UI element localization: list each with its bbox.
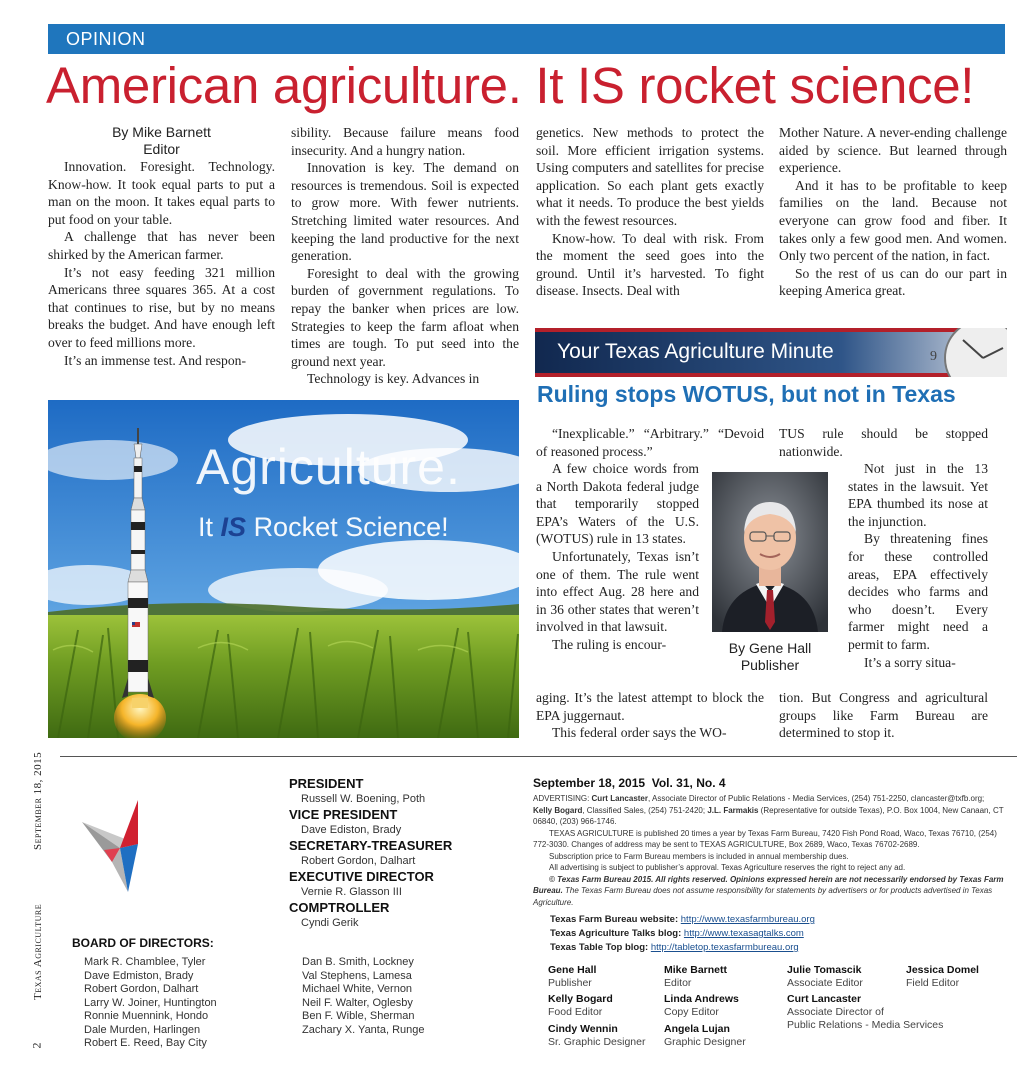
vertical-date: September 18, 2015 [32, 751, 44, 850]
article-column-2 [291, 124, 519, 388]
paragraph: Not just in the 13 states in the lawsuit. Yet EPA thumbed its nose at the injunction. [848, 461, 988, 529]
officers-list: PRESIDENT Russell W. Boening, Poth VICE PRESIDENT Dave Ediston, Brady SECRETARY-TREASURER Robert Gordon, Dalhart EXECUTIVE DIRECTOR Vernie R. Glasson III COMPTROLLER Cyndi Gerik [289, 776, 453, 929]
gene-hall-photo [712, 472, 828, 632]
paragraph: aging. It’s the latest attempt to block the EPA juggernaut. [536, 690, 764, 723]
image-title: Agriculture. [196, 439, 461, 495]
image-subtitle: It IS Rocket Science! [198, 512, 449, 542]
blog-link[interactable]: http://www.texasagtalks.com [683, 928, 804, 939]
paragraph: This federal order says the WO- [552, 725, 727, 741]
section-label: OPINION [66, 29, 146, 49]
tabletop-link-row: Texas Table Top blog: http://tabletop.texasfarmbureau.org [550, 942, 799, 953]
blog-link-row: Texas Agriculture Talks blog: http://www.texasagtalks.com [550, 928, 804, 939]
paragraph: The ruling is encour- [552, 636, 667, 652]
byline [48, 124, 275, 158]
ruling-column-a-top [536, 425, 764, 460]
copyright-note: © Texas Farm Bureau 2015. All rights reserved. Opinions expressed herein are not necessarily endorsed by Texas Farm Bureau. The Texas Farm Bureau does not assume responsibility for statements by advertisers or for products advertised in Texas Agriculture. [533, 874, 1004, 907]
staff-linda-andrews: Linda Andrews Copy Editor [664, 993, 739, 1018]
staff-angela-lujan: Angela Lujan Graphic Designer [664, 1023, 746, 1048]
paragraph: By threatening fines for these controlled areas, EPA effectively decides who farms and who doesn’t. Every farmer might need a permit to farm. [848, 531, 988, 652]
subscription-note: Subscription price to Farm Bureau members is included in annual membership dues. [549, 851, 849, 861]
web-links [550, 913, 990, 955]
website-link-row: Texas Farm Bureau website: http://www.texasfarmbureau.org [550, 914, 815, 925]
footer-divider [60, 756, 1017, 757]
issue-line: September 18, 2015 Vol. 31, No. 4 [533, 776, 726, 790]
article-column-1 [48, 124, 275, 369]
section-bar [48, 24, 1005, 54]
ruling-headline: Ruling stops WOTUS, but not in Texas [537, 381, 956, 407]
article-column-3 [536, 124, 764, 300]
ruling-column-b-narrow [848, 460, 988, 671]
ruling-column-a-bottom [536, 689, 764, 742]
ruling-column-b-bottom [779, 689, 988, 742]
staff-mike-barnett: Mike Barnett Editor [664, 964, 728, 989]
staff-julie-tomascik: Julie Tomascik Associate Editor [787, 964, 863, 989]
staff-jessica-domel: Jessica Domel Field Editor [906, 964, 979, 989]
staff-cindy-wennin: Cindy Wennin Sr. Graphic Designer [548, 1023, 646, 1048]
paragraph: “Inexplicable.” “Arbitrary.” “Devoid of reasoned process.” [536, 426, 764, 459]
publisher-note: TEXAS AGRICULTURE is published 20 times a year by Texas Farm Bureau, 7420 Fish Pond Road, Waco, Texas 76710, (254) 772-3030. Changes of address may be sent to TEXAS AGRICULTURE, Box 2689, Waco, Texas 76702-2689. [533, 828, 997, 849]
photo-caption: By Gene Hall Publisher [728, 640, 812, 673]
paragraph: sibility. Because failure means food insecurity. And a hungry nation. [291, 125, 519, 158]
staff-curt-lancaster: Curt Lancaster Associate Director of Public Relations - Media Services [787, 993, 944, 1031]
website-link[interactable]: http://www.texasfarmbureau.org [680, 914, 815, 925]
banner-title: Your Texas Agriculture Minute [557, 340, 834, 363]
paragraph: Know-how. To deal with risk. From the moment the seed goes into the ground. Until it’s harvested. To fight disease. Insects. Deal with [536, 230, 764, 299]
paragraph: Innovation is key. The demand on resources is tremendous. Soil is expected to grow more. With fewer nutrients. Stretching limited water resources. And keeping the land productive for the next generation. [291, 160, 519, 264]
paragraph: genetics. New methods to protect the soil. More efficient irrigation systems. Using computers and satellites for precise application. So each plant gets exactly what it needs. To produce the best yields with the fewest resources. [536, 125, 764, 228]
byline-title: Editor [143, 141, 180, 157]
paragraph: So the rest of us can do our part in keeping America great. [779, 265, 1007, 299]
publication-info [533, 793, 1005, 908]
page-number: 2 [29, 1042, 44, 1049]
paragraph: It’s not easy feeding 321 million Americans three squares 365. At a cost that continues to rise, but by no means breaks the budget. And have enough left over to feed millions more. [48, 264, 275, 350]
tabletop-link[interactable]: http://tabletop.texasfarmbureau.org [650, 942, 799, 953]
paragraph: TUS rule should be stopped nationwide. [779, 426, 988, 459]
advertising-contacts: ADVERTISING: Curt Lancaster, Associate Director of Public Relations - Media Services, (254) 751-2250, clancaster@txfb.org; Kelly Bogard, Classified Sales, (254) 751-2420; J.L. Farmakis (Representative for outside Texas), P.O. Box 1004, New Canaan, CT 06840, (203) 966-1746. [533, 794, 1004, 826]
main-headline: American agriculture. It IS rocket science! [46, 57, 975, 114]
vertical-publication: Texas Agriculture [32, 903, 44, 1000]
rocket-cornfield-illustration [48, 400, 519, 738]
paragraph: Mother Nature. A never-ending challenge aided by science. But learned through experience. [779, 125, 1007, 176]
paragraph: And it has to be profitable to keep families on the land. Because not everyone can grow food and fiber. It takes only a few good men. And women. Only two percent of the nation, in fact. [779, 177, 1007, 264]
board-list-right: Dan B. Smith, Lockney Val Stephens, Lamesa Michael White, Vernon Neil F. Walter, Oglesby Ben F. Wible, Sherman Zachary X. Yanta, Runge [302, 956, 425, 1036]
byline-name: By Mike Barnett [112, 124, 211, 140]
paragraph: tion. But Congress and agricultural groups like Farm Bureau are determined to stop it. [779, 690, 988, 741]
paragraph: A challenge that has never been shirked by the American farmer. [48, 229, 275, 262]
advertising-note: All advertising is subject to publisher’s approval. Texas Agriculture reserves the right to reject any ad. [549, 863, 906, 872]
svg-text:9: 9 [930, 349, 937, 364]
article-column-4 [779, 124, 1007, 300]
board-list-left: Mark R. Chamblee, Tyler Dave Edmiston, Brady Robert Gordon, Dalhart Larry W. Joiner, Huntington Ronnie Muennink, Hondo Dale Murden, Harlingen Robert E. Reed, Bay City [84, 956, 217, 1049]
ruling-column-b-top [779, 425, 988, 460]
paragraph: Foresight to deal with the growing burden of government regulations. To repay the banker when prices are low. Strategies to keep the farm afloat when times are tough. To put seed into the ground next year. [291, 265, 519, 369]
staff-gene-hall: Gene Hall Publisher [548, 964, 597, 989]
staff-kelly-bogard: Kelly Bogard Food Editor [548, 993, 613, 1018]
texas-ag-minute-banner [535, 328, 1007, 377]
farm-bureau-star-logo [82, 800, 142, 895]
board-title: BOARD OF DIRECTORS: [72, 936, 214, 950]
paragraph: Technology is key. Advances in [307, 371, 480, 387]
paragraph: It’s a sorry situa- [864, 654, 956, 670]
paragraph: Innovation. Foresight. Technology. Know-how. It took equal parts to put a man on the moon. It takes equal parts to put food on your table. [48, 159, 275, 227]
paragraph: Unfortunately, Texas isn’t one of them. The rule went into effect Aug. 28 here and in 36 other states that weren’t involved in that lawsuit. [536, 548, 699, 635]
paragraph: It’s an immense test. And respon- [64, 352, 246, 368]
paragraph: A few choice words from a North Dakota federal judge that temporarily stopped EPA’s Waters of the U.S. (WOTUS) rule in 13 states. [536, 461, 699, 547]
ruling-column-a-narrow [536, 460, 699, 654]
